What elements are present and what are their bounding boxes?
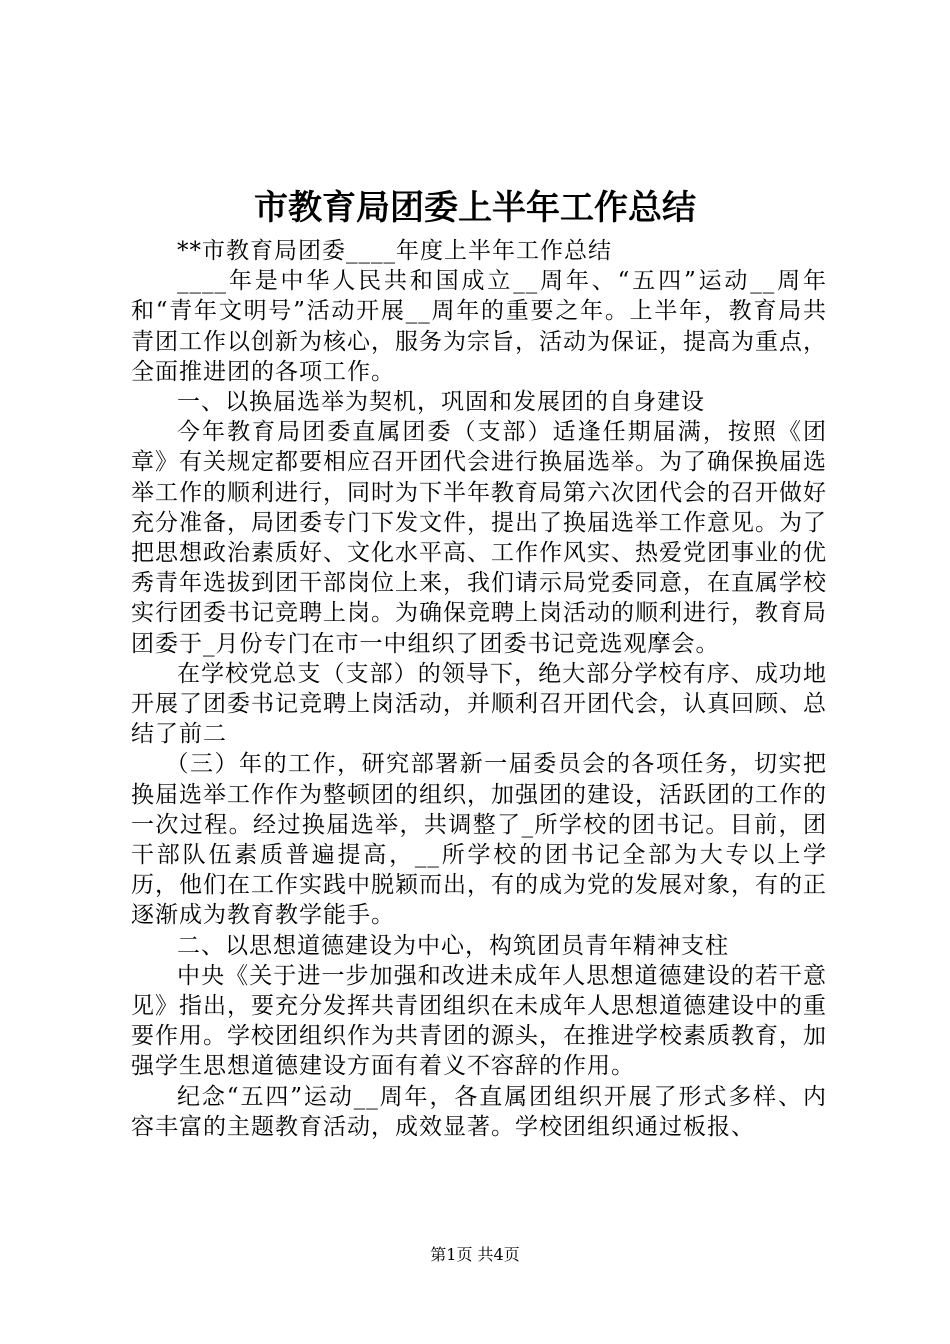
paragraph-central-opinion: 中央《关于进一步加强和改进未成年人思想道德建设的若干意见》指出，要充分发挥共青团组织在未成年人思想道德建设中的重要作用。学校团组织作为共青团的源头，在推进学校素质教育，加强学生思想道德建设方面有着义不容辞的作用。 — [131, 962, 827, 1080]
subtitle-line: **市教育局团委____年度上半年工作总结 — [177, 238, 612, 264]
section-heading-2: 二、以思想道德建设为中心，构筑团员青年精神支柱 — [177, 932, 729, 959]
paragraph-leadership: 在学校党总支（支部）的领导下，绝大部分学校有序、成功地开展了团委书记竞聘上岗活动，并顺利召开团代会，认真回顾、总结了前二 — [131, 660, 827, 748]
page-footer: 第1页 共4页 — [430, 1245, 520, 1264]
paragraph-election: 今年教育局团委直属团委（支部）适逢任期届满，按照《团章》有关规定都要相应召开团代会进行换届选举。为了确保换届选举工作的顺利进行，同时为下半年教育局第六次团代会的召开做好充分准备，局团委专门下发文件，提出了换届选举工作意见。为了把思想政治素质好、文化水平高、工作作风实、热爱党团事业的优秀青年选拔到团干部岗位上来，我们请示局党委同意，在直属学校实行团委书记竞聘上岗。为确保竞聘上岗活动的顺利进行，教育局团委于_月份专门在市一中组织了团委书记竞选观摩会。 — [131, 419, 827, 657]
section-heading-1: 一、以换届选举为契机，巩固和发展团的自身建设 — [177, 389, 705, 416]
paragraph-intro: ____年是中华人民共和国成立__周年、“五四”运动__周年和“青年文明号”活动开展__周年的重要之年。上半年，教育局共青团工作以创新为核心，服务为宗旨，活动为保证，提高为重点，全面推进团的各项工作。 — [131, 268, 827, 385]
paragraph-work-review: （三）年的工作，研究部署新一届委员会的各项任务，切实把换届选举工作作为整顿团的组织，加强团的建设，活跃团的工作的一次过程。经过换届选举，共调整了_所学校的团书记。目前，团干部队伍素质普遍提高，__所学校的团书记全部为大专以上学历，他们在工作实践中脱颖而出，有的成为党的发展对象，有的正逐渐成为教育教学能手。 — [131, 751, 827, 929]
document-body — [131, 236, 827, 1142]
document-title: 市教育局团委上半年工作总结 — [254, 188, 696, 228]
paragraph-may-fourth: 纪念“五四”运动__周年，各直属团组织开展了形式多样、内容丰富的主题教育活动，成效显著。学校团组织通过板报、 — [131, 1083, 827, 1140]
